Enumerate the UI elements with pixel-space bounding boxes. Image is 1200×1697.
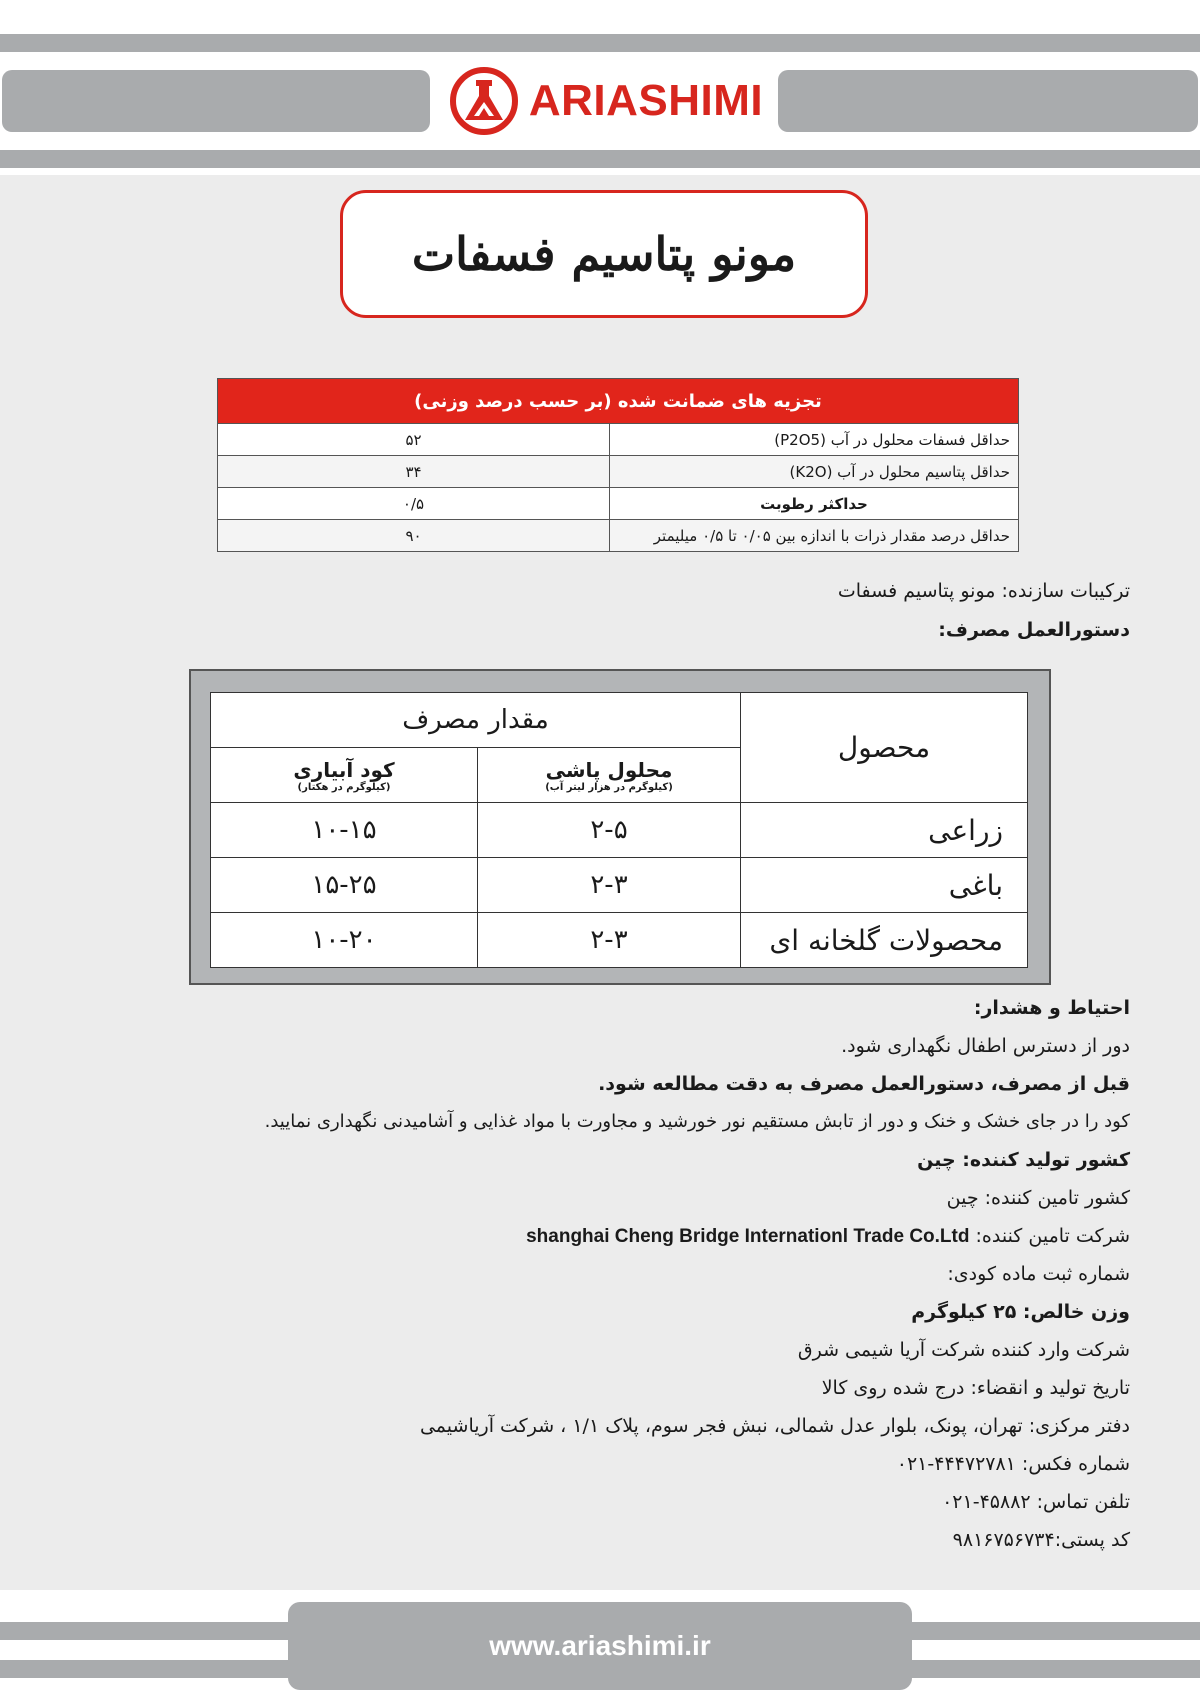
usage-spray: ۲-۵ xyxy=(478,803,741,858)
phone-number: تلفن تماس: ۴۵۸۸۲-۰۲۱ xyxy=(942,1491,1130,1513)
table-row xyxy=(218,520,1019,552)
usage-spray: ۲-۳ xyxy=(478,858,741,913)
analysis-label: حداقل پتاسیم محلول در آب (K2O) xyxy=(610,456,1019,488)
usage-spray: ۲-۳ xyxy=(478,913,741,968)
registration-number: شماره ثبت ماده کودی: xyxy=(947,1263,1130,1285)
usage-table xyxy=(210,692,1028,968)
usage-irrigation: ۱۰-۲۰ xyxy=(211,913,478,968)
table-row xyxy=(218,456,1019,488)
col-irrigation-header xyxy=(211,748,478,803)
production-dates: تاریخ تولید و انقضاء: درج شده روی کالا xyxy=(821,1377,1130,1399)
warning-item: قبل از مصرف، دستورالعمل مصرف به دقت مطالعه شود. xyxy=(598,1073,1130,1095)
analysis-value: ۳۴ xyxy=(218,456,610,488)
analysis-value: ۵۲ xyxy=(218,424,610,456)
producer-country: کشور تولید کننده: چین xyxy=(917,1149,1130,1171)
product-title-box xyxy=(340,190,868,318)
analysis-value: ۰/۵ xyxy=(218,488,610,520)
header-bar-left xyxy=(2,70,430,132)
analysis-heading: تجزیه های ضمانت شده (بر حسب درصد وزنی) xyxy=(218,379,1019,424)
website-link[interactable]: www.ariashimi.ir xyxy=(489,1630,711,1661)
supplier-company xyxy=(526,1225,1130,1248)
col-irrigation-label: کود آبیاری xyxy=(293,757,395,782)
usage-irrigation: ۱۵-۲۵ xyxy=(211,858,478,913)
brand-logo xyxy=(442,58,770,144)
col-spray-header xyxy=(478,748,741,803)
header-stripe-top xyxy=(0,34,1200,52)
supplier-company-name: shanghai Cheng Bridge Internationl Trade Co.Ltd xyxy=(526,1226,970,1247)
net-weight: وزن خالص: ۲۵ کیلوگرم xyxy=(911,1301,1130,1323)
header-stripe-bottom xyxy=(0,150,1200,168)
flask-logo-icon xyxy=(449,66,519,136)
fax-number: شماره فکس: ۴۴۴۷۲۷۸۱-۰۲۱ xyxy=(896,1453,1130,1475)
table-row xyxy=(218,488,1019,520)
usage-product: زراعی xyxy=(741,803,1028,858)
product-title: مونو پتاسیم فسفات xyxy=(411,227,797,281)
footer-website-box xyxy=(288,1602,912,1690)
col-irrigation-unit: (کیلوگرم در هکتار) xyxy=(297,781,391,793)
table-row xyxy=(218,424,1019,456)
analysis-value: ۹۰ xyxy=(218,520,610,552)
col-product-header: محصول xyxy=(741,693,1028,803)
analysis-label: حداقل فسفات محلول در آب (P2O5) xyxy=(610,424,1019,456)
analysis-label: حداقل درصد مقدار ذرات با اندازه بین ۰/۰۵ تا ۰/۵ میلیمتر xyxy=(610,520,1019,552)
table-row xyxy=(211,858,1028,913)
usage-product: باغی xyxy=(741,858,1028,913)
supplier-company-label: شرکت تامین کننده: xyxy=(975,1225,1130,1247)
warning-item: دور از دسترس اطفال نگهداری شود. xyxy=(841,1035,1130,1057)
table-row xyxy=(211,913,1028,968)
table-row xyxy=(211,803,1028,858)
usage-irrigation: ۱۰-۱۵ xyxy=(211,803,478,858)
col-amount-header: مقدار مصرف xyxy=(211,693,741,748)
usage-heading: دستورالعمل مصرف: xyxy=(938,619,1130,641)
postal-code: کد پستی:۹۸۱۶۷۵۶۷۳۴ xyxy=(952,1529,1130,1551)
col-spray-label: محلول پاشی xyxy=(545,757,673,782)
col-spray-unit: (کیلوگرم در هزار لیتر آب) xyxy=(545,781,673,793)
warning-heading: احتیاط و هشدار: xyxy=(973,997,1130,1019)
importer: شرکت وارد کننده شرکت آریا شیمی شرق xyxy=(797,1339,1130,1361)
guaranteed-analysis-table xyxy=(217,378,1019,552)
composition-text: ترکیبات سازنده: مونو پتاسیم فسفات xyxy=(837,580,1130,602)
brand-name: ARIASHIMI xyxy=(528,76,764,125)
supplier-country: کشور تامین کننده: چین xyxy=(946,1187,1130,1209)
header-bar-right xyxy=(778,70,1198,132)
office-address: دفتر مرکزی: تهران، پونک، بلوار عدل شمالی، نبش فجر سوم، پلاک ۱/۱ ، شرکت آریاشیمی xyxy=(419,1415,1130,1437)
analysis-label: حداکثر رطوبت xyxy=(610,488,1019,520)
warning-item: کود را در جای خشک و خنک و دور از تابش مستقیم نور خورشید و مجاورت با مواد غذایی و آشامیدنی نگهداری نمایید. xyxy=(264,1111,1130,1132)
usage-product: محصولات گلخانه ای xyxy=(741,913,1028,968)
